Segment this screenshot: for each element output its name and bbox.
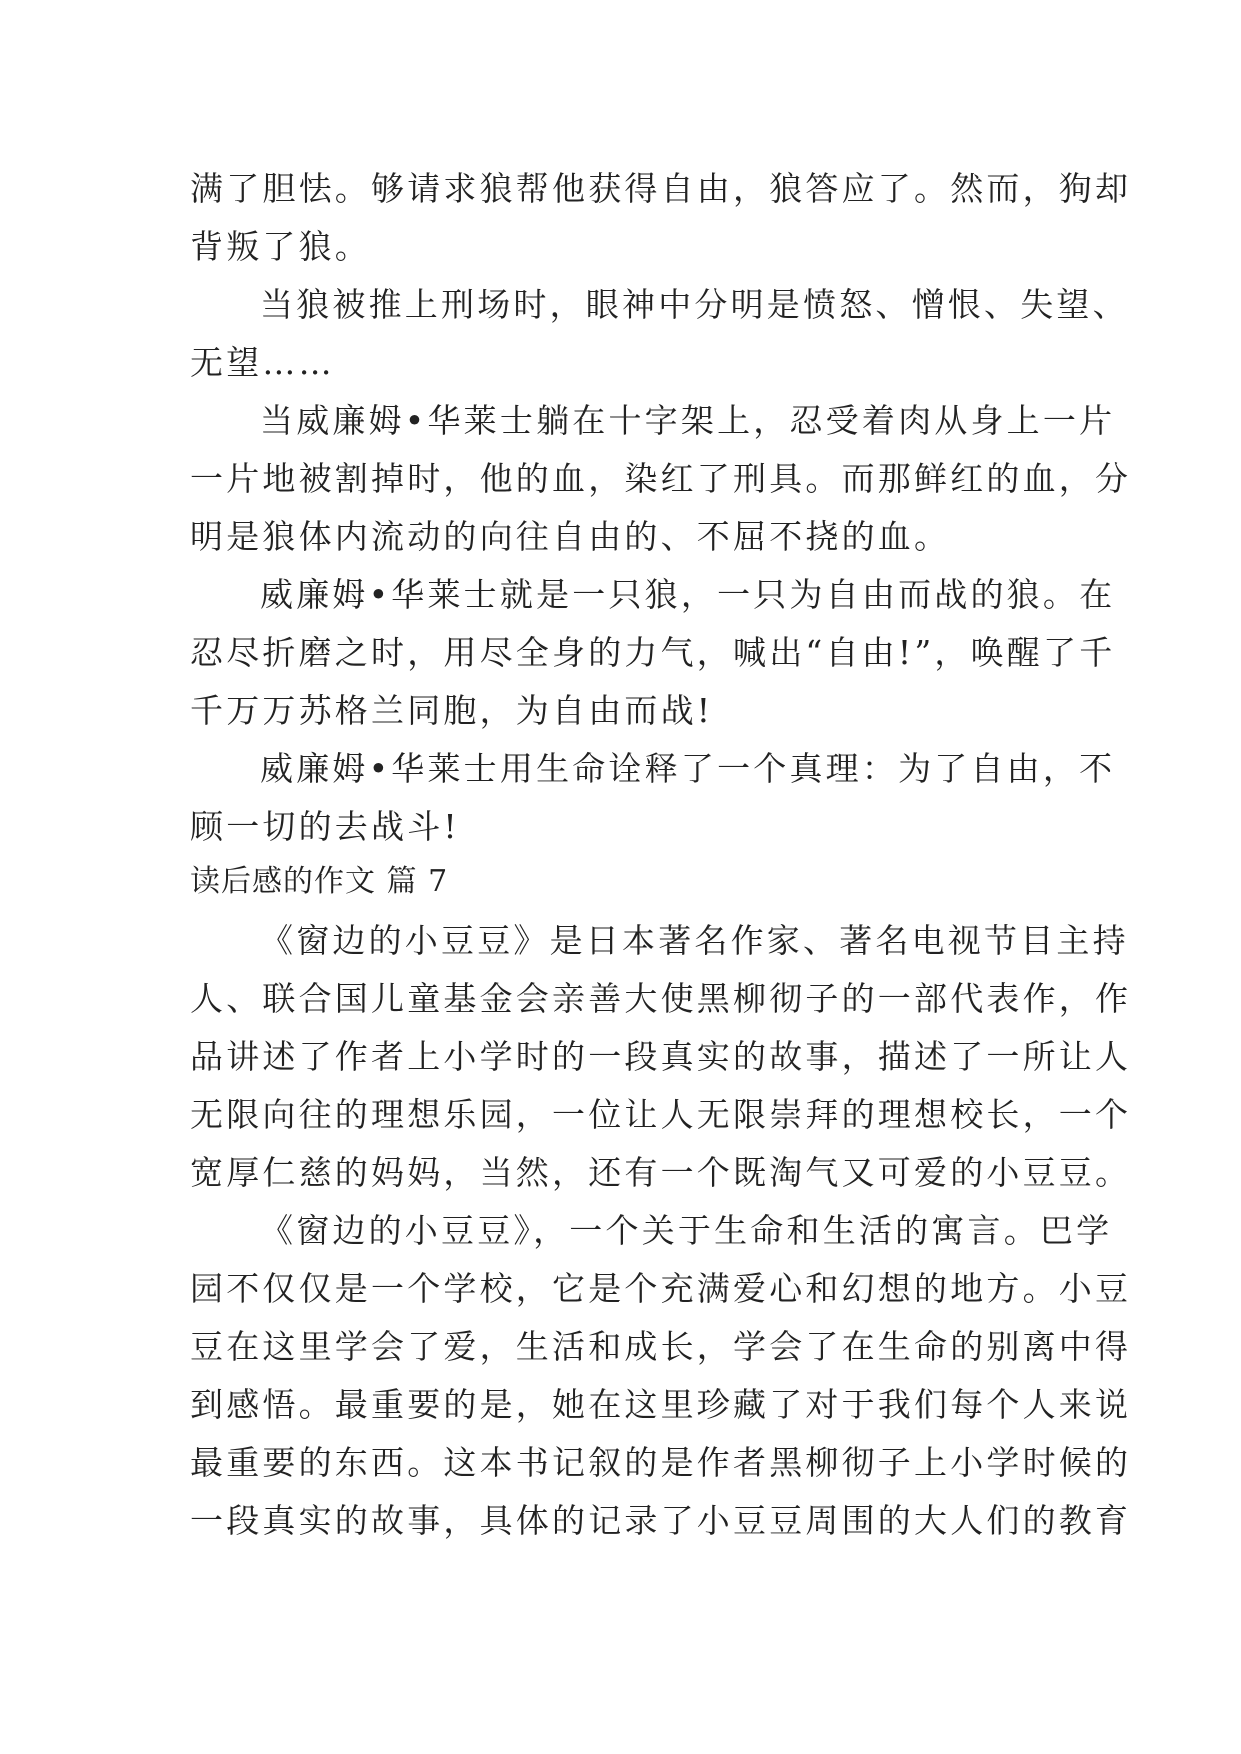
- text-line: 最重要的东西。这本书记叙的是作者黑柳彻子上小学时候的: [190, 1443, 1132, 1482]
- text-block-after: [190, 912, 1132, 1550]
- text-line: 忍尽折磨之时，用尽全身的力气，喊出“自由!”，唤醒了千: [190, 633, 1116, 672]
- text-block-before: [190, 160, 1132, 856]
- paragraph: [190, 160, 1132, 276]
- paragraph: [190, 740, 1116, 856]
- text-line: 一片地被割掉时，他的血，染红了刑具。而那鲜红的血，分: [190, 459, 1132, 498]
- text-line: 豆在这里学会了爱，生活和成长，学会了在生命的别离中得: [190, 1327, 1132, 1366]
- text-line: 顾一切的去战斗!: [190, 807, 460, 846]
- text-line: 宽厚仁慈的妈妈，当然，还有一个既淘气又可爱的小豆豆。: [190, 1153, 1132, 1192]
- text-line: 明是狼体内流动的向往自由的、不屈不挠的血。: [190, 517, 951, 556]
- text-line: 《窗边的小豆豆》，一个关于生命和生活的寓言。巴学: [260, 1211, 1113, 1250]
- paragraph: [190, 392, 1132, 566]
- text-line: 《窗边的小豆豆》是日本著名作家、著名电视节目主持: [260, 921, 1129, 960]
- text-line: 一段真实的故事，具体的记录了小豆豆周围的大人们的教育: [190, 1501, 1132, 1540]
- text-line: 背叛了狼。: [190, 227, 371, 266]
- text-line: 威廉姆•华莱士用生命诠释了一个真理：为了自由，不: [260, 749, 1116, 788]
- text-line: 到感悟。最重要的是，她在这里珍藏了对于我们每个人来说: [190, 1385, 1132, 1424]
- text-line: 人、联合国儿童基金会亲善大使黑柳彻子的一部代表作，作: [190, 979, 1132, 1018]
- paragraph: [190, 912, 1132, 1202]
- text-line: 园不仅仅是一个学校，它是个充满爱心和幻想的地方。小豆: [190, 1269, 1132, 1308]
- paragraph: [190, 1202, 1132, 1550]
- text-line: 品讲述了作者上小学时的一段真实的故事，描述了一所让人: [190, 1037, 1132, 1076]
- document-page: [190, 160, 1132, 1550]
- text-line: 满了胆怯。够请求狼帮他获得自由，狼答应了。然而，狗却: [190, 169, 1132, 208]
- text-line: 威廉姆•华莱士就是一只狼，一只为自由而战的狼。在: [260, 575, 1116, 614]
- text-line: 无限向往的理想乐园，一位让人无限崇拜的理想校长，一个: [190, 1095, 1132, 1134]
- paragraph: [190, 566, 1116, 740]
- text-line: 千万万苏格兰同胞，为自由而战!: [190, 691, 714, 730]
- paragraph: [190, 276, 1129, 392]
- text-line: 当威廉姆•华莱士躺在十字架上，忍受着肉从身上一片: [260, 401, 1116, 440]
- text-line: 当狼被推上刑场时，眼神中分明是愤怒、憎恨、失望、: [260, 285, 1129, 324]
- section-heading: 读后感的作文 篇 7: [190, 864, 449, 899]
- text-line: 无望……: [190, 343, 335, 382]
